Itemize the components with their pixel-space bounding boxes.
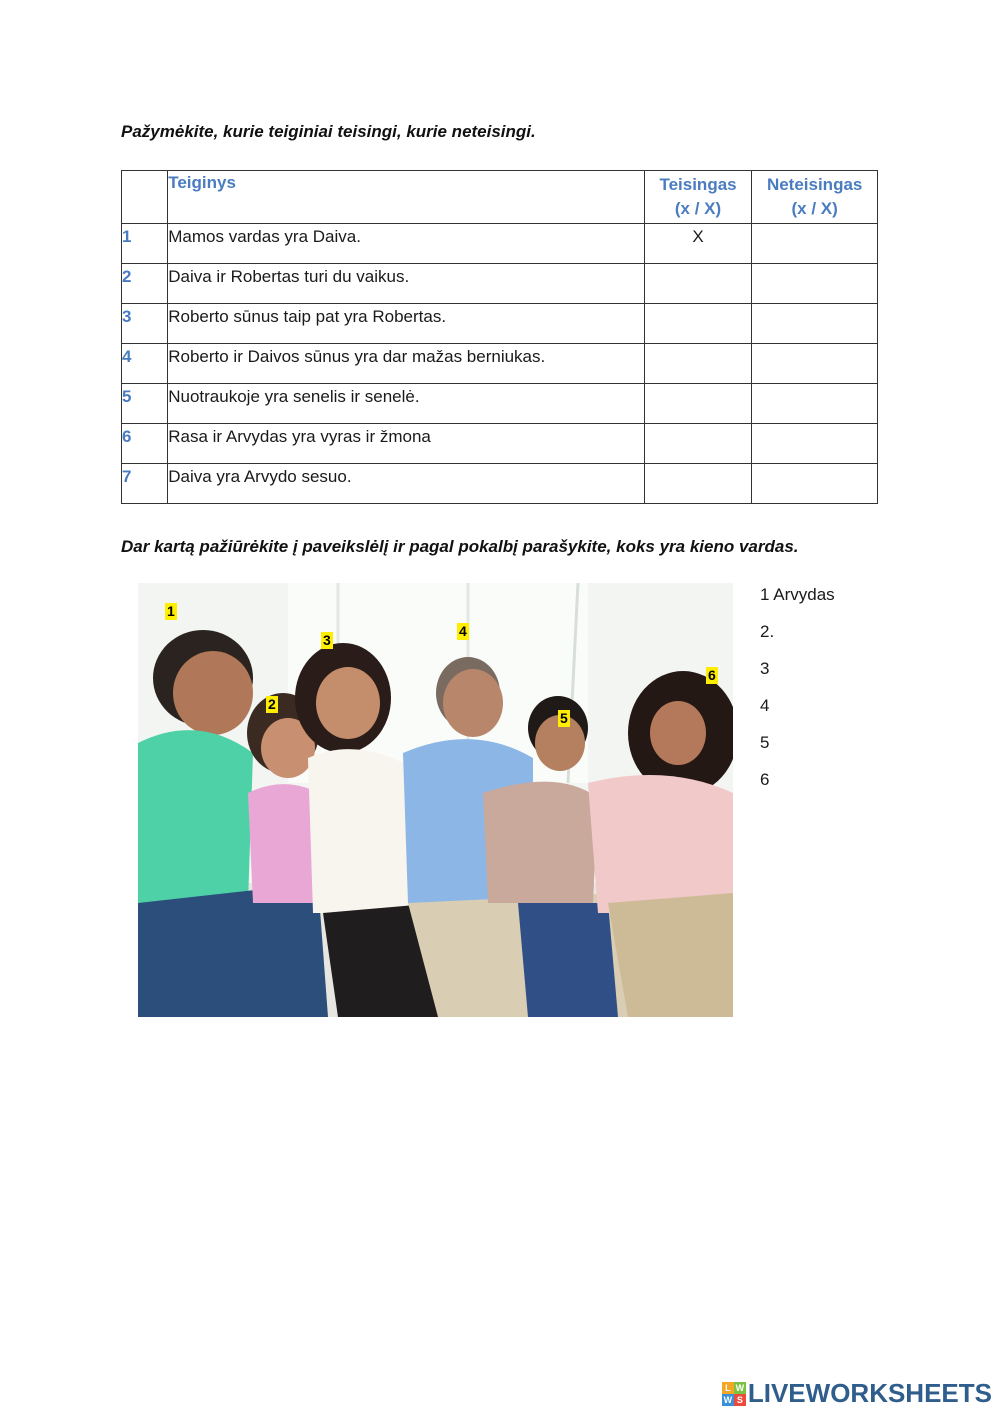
liveworksheets-brand bbox=[722, 1378, 992, 1409]
photo-tag-5: 5 bbox=[560, 710, 568, 726]
false-cell[interactable] bbox=[752, 224, 878, 264]
answer-4[interactable]: 4 bbox=[760, 696, 770, 715]
header-statement: Teiginys bbox=[168, 171, 645, 224]
true-cell[interactable] bbox=[644, 464, 752, 504]
row-statement: Daiva ir Robertas turi du vaikus. bbox=[168, 264, 645, 304]
answer-5[interactable]: 5 bbox=[760, 733, 770, 752]
row-statement: Rasa ir Arvydas yra vyras ir žmona bbox=[168, 424, 645, 464]
table-row bbox=[122, 264, 878, 304]
answer-6[interactable]: 6 bbox=[760, 770, 770, 789]
row-number: 4 bbox=[122, 344, 168, 384]
row-number: 2 bbox=[122, 264, 168, 304]
row-number: 1 bbox=[122, 224, 168, 264]
instruction-1: Pažymėkite, kurie teiginiai teisingi, kurie neteisingi. bbox=[121, 122, 536, 141]
header-number bbox=[122, 171, 168, 224]
true-cell[interactable] bbox=[644, 384, 752, 424]
header-false bbox=[752, 171, 878, 224]
false-cell[interactable] bbox=[752, 264, 878, 304]
row-statement: Mamos vardas yra Daiva. bbox=[168, 224, 645, 264]
row-statement: Nuotraukoje yra senelis ir senelė. bbox=[168, 384, 645, 424]
row-statement: Daiva yra Arvydo sesuo. bbox=[168, 464, 645, 504]
table-row bbox=[122, 224, 878, 264]
header-true bbox=[644, 171, 752, 224]
answer-list bbox=[760, 585, 835, 807]
true-cell[interactable] bbox=[644, 424, 752, 464]
false-cell[interactable] bbox=[752, 464, 878, 504]
brand-logo-icon: L W W S bbox=[723, 1382, 745, 1405]
row-number: 5 bbox=[122, 384, 168, 424]
family-illustration bbox=[138, 583, 733, 1017]
row-number: 7 bbox=[122, 464, 168, 504]
row-statement: Roberto sūnus taip pat yra Robertas. bbox=[168, 304, 645, 344]
true-cell[interactable] bbox=[644, 304, 752, 344]
photo-tag-1: 1 bbox=[167, 603, 175, 619]
row-number: 6 bbox=[122, 424, 168, 464]
instruction-2: Dar kartą pažiūrėkite į paveikslėlį ir pagal pokalbį parašykite, koks yra kieno vardas. bbox=[121, 537, 799, 556]
photo-tag-3: 3 bbox=[323, 632, 331, 648]
row-statement: Roberto ir Daivos sūnus yra dar mažas berniukas. bbox=[168, 344, 645, 384]
answer-2[interactable]: 2. bbox=[760, 622, 775, 641]
header-false-label: Neteisingas bbox=[766, 175, 863, 194]
brand-text: LIVEWORKSHEETS bbox=[747, 1378, 992, 1408]
row-number: 3 bbox=[122, 304, 168, 344]
header-false-hint: (x / X) bbox=[791, 199, 838, 218]
table-row bbox=[122, 384, 878, 424]
true-cell[interactable]: X bbox=[644, 224, 752, 264]
table-row bbox=[122, 464, 878, 504]
false-cell[interactable] bbox=[752, 304, 878, 344]
true-cell[interactable] bbox=[644, 264, 752, 304]
table-row bbox=[122, 304, 878, 344]
true-cell[interactable] bbox=[644, 344, 752, 384]
false-cell[interactable] bbox=[752, 384, 878, 424]
answer-1[interactable]: 1 Arvydas bbox=[760, 585, 835, 604]
answer-3[interactable]: 3 bbox=[760, 659, 770, 678]
false-cell[interactable] bbox=[752, 424, 878, 464]
table-header-row bbox=[122, 171, 878, 224]
photo-tag-2: 2 bbox=[268, 696, 276, 712]
table-row bbox=[122, 344, 878, 384]
table-row bbox=[122, 424, 878, 464]
photo-tag-6: 6 bbox=[708, 667, 716, 683]
statements-table bbox=[121, 170, 878, 504]
header-true-hint: (x / X) bbox=[674, 199, 722, 218]
header-true-label: Teisingas bbox=[659, 175, 737, 194]
photo-tag-4: 4 bbox=[459, 623, 467, 639]
family-photo bbox=[138, 583, 733, 1017]
false-cell[interactable] bbox=[752, 344, 878, 384]
